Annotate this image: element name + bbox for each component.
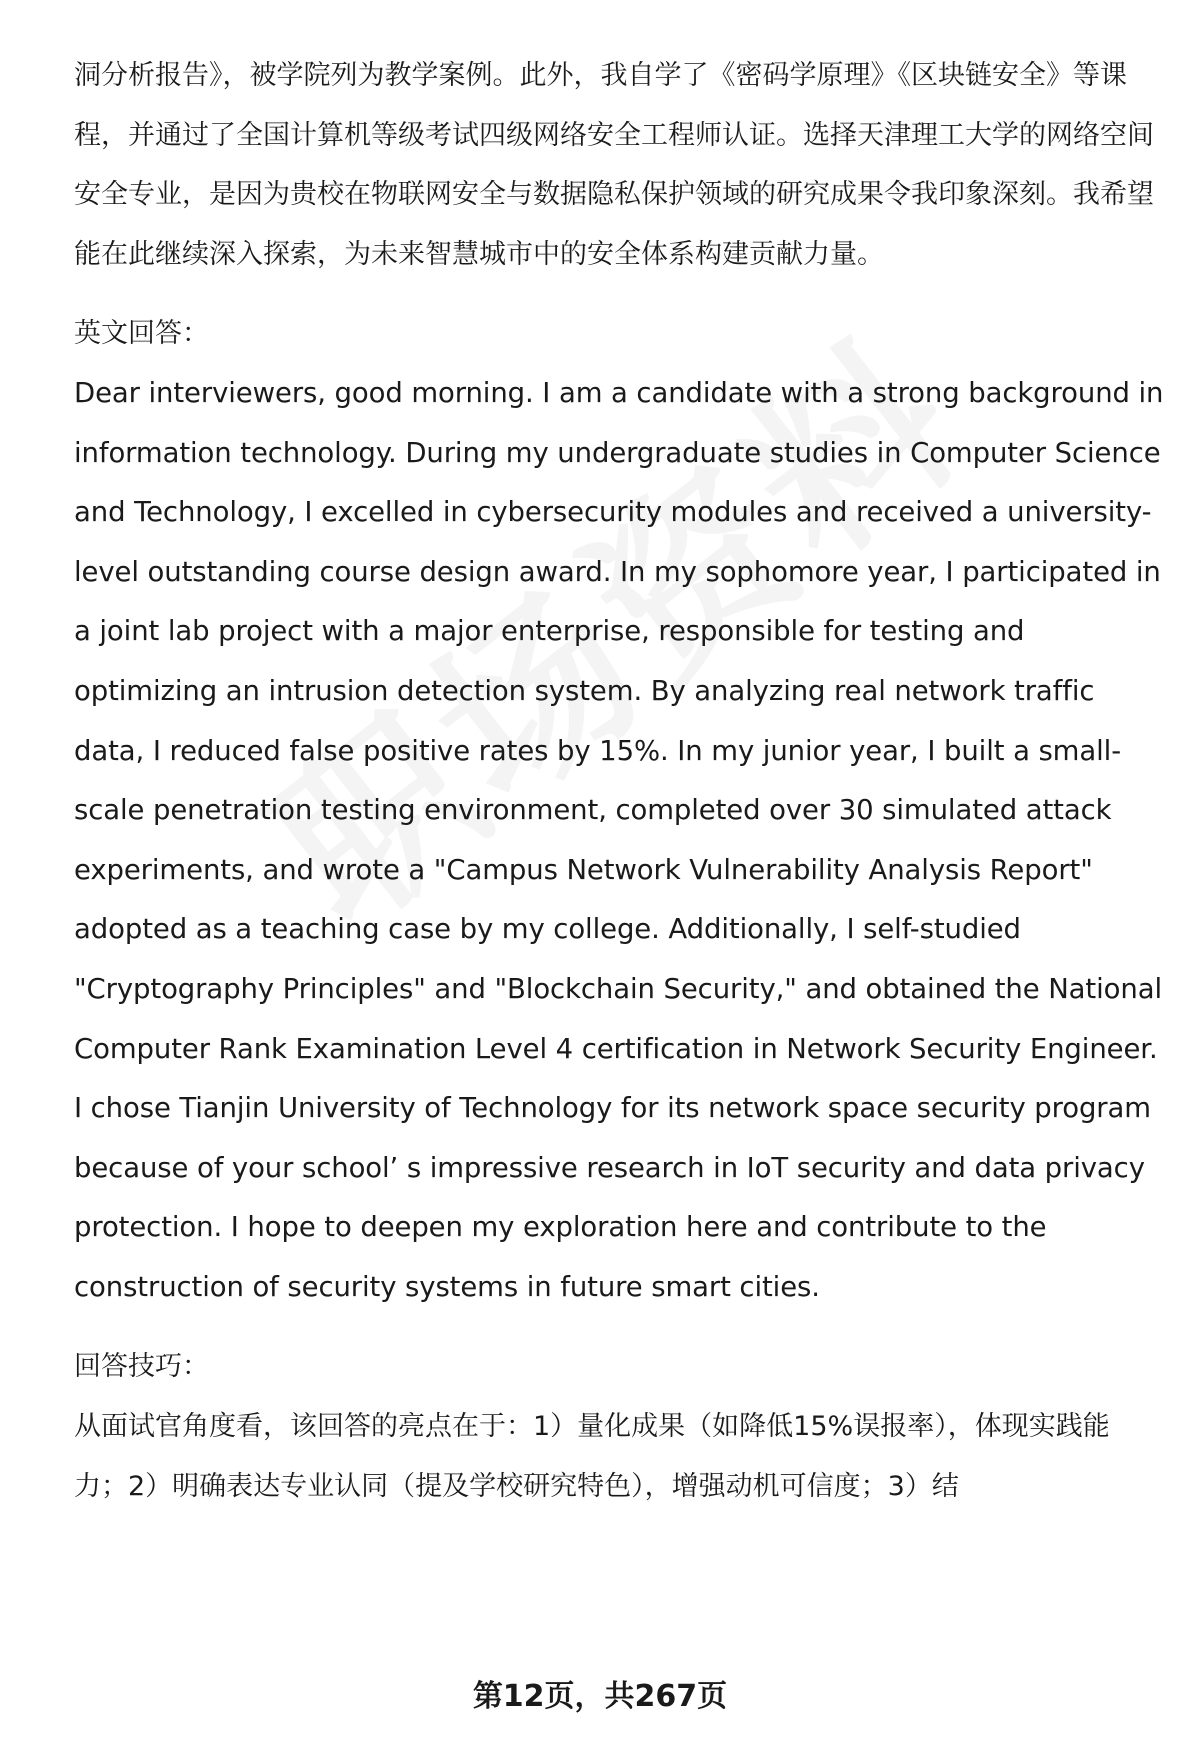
tips-body: 从面试官角度看，该回答的亮点在于：1）量化成果（如降低15%误报率），体现实践能力；2）明确表达专业认同（提及学校研究特色），增强动机可信度；3）结 bbox=[74, 1411, 1110, 1502]
page-footer: 第12页，共267页 bbox=[472, 1679, 728, 1714]
english-answer-heading: 英文回答： bbox=[74, 318, 209, 350]
section-gap bbox=[74, 284, 1160, 304]
tips-heading: 回答技巧： bbox=[74, 1351, 209, 1383]
english-answer-body: Dear interviewers, good morning. I am a candidate with a strong background in information technology. During my undergraduate studies in Computer Science and Technology, I excelled in cybersecurity modules and received a university-level outstanding course design award. In my sophomore year, I participated in a joint lab project with a major enterprise, responsible for testing and optimizing an intrusion detection system. By analyzing real network traffic data, I reduced false positive rates by 15%. In my junior year, I built a small-scale penetration testing environment, completed over 30 simulated attack experiments, and wrote a "Campus Network Vulnerability Analysis Report" adopted as a teaching case by my college. Additionally, I self-studied "Cryptography Principles" and "Blockchain Security," and obtained the National Computer Rank Examination Level 4 certification in Network Security Engineer. I chose Tianjin University of Technology for its network space security program because of your school’ s impressive research in IoT security and data privacy protection. I hope to deepen my exploration here and contribute to the construction of security systems in future smart cities. bbox=[74, 376, 1164, 1303]
chinese-intro-continuation: 洞分析报告》，被学院列为教学案例。此外，我自学了《密码学原理》《区块链安全》等课程，并通过了全国计算机等级考试四级网络安全工程师认证。选择天津理工大学的网络空间安全专业，是因为贵校在物联网安全与数据隐私保护领域的研究成果令我印象深刻。我希望能在此继续深入探索，为未来智慧城市中的安全体系构建贡献力量。 bbox=[74, 60, 1154, 270]
section-gap bbox=[74, 1317, 1160, 1337]
